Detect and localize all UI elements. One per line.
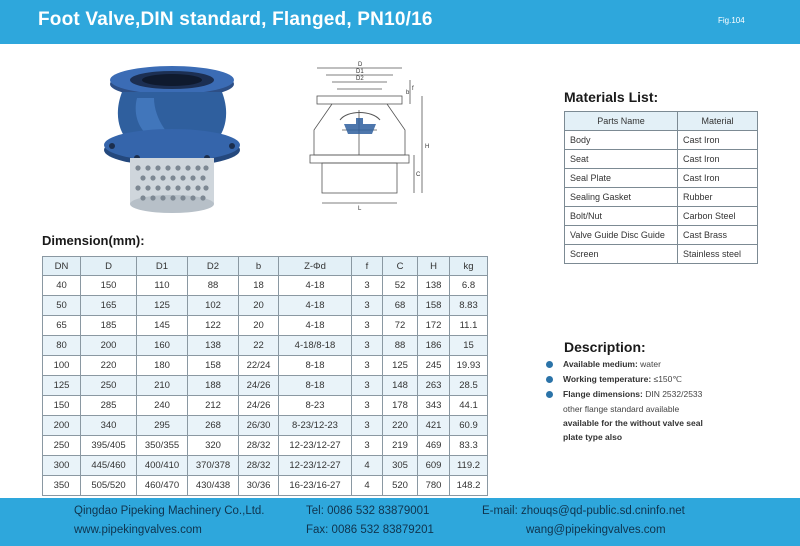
part-material: Cast Iron <box>678 131 758 150</box>
table-cell: 88 <box>383 336 418 356</box>
table-cell: 145 <box>137 316 188 336</box>
table-header-row <box>43 257 488 276</box>
table-cell: 780 <box>418 476 450 496</box>
table-cell: 421 <box>418 416 450 436</box>
table-row <box>565 245 758 264</box>
table-cell: 3 <box>352 416 383 436</box>
table-cell: 245 <box>418 356 450 376</box>
table-row <box>43 276 488 296</box>
column-header: D2 <box>188 257 239 276</box>
table-cell: 150 <box>81 276 137 296</box>
table-cell: 18 <box>239 276 279 296</box>
description-item <box>546 374 682 385</box>
column-header: H <box>418 257 450 276</box>
materials-title: Materials List: <box>564 89 659 105</box>
table-cell: 210 <box>137 376 188 396</box>
table-cell: 102 <box>188 296 239 316</box>
table-row <box>43 336 488 356</box>
table-cell: 8.83 <box>450 296 488 316</box>
table-cell: 8-23/12-23 <box>279 416 352 436</box>
table-cell: 400/410 <box>137 456 188 476</box>
table-cell: 8-18 <box>279 376 352 396</box>
table-cell: 4 <box>352 456 383 476</box>
table-cell: 350/355 <box>137 436 188 456</box>
part-name: Seat <box>565 150 678 169</box>
table-cell: 15 <box>450 336 488 356</box>
column-header: kg <box>450 257 488 276</box>
table-cell: 30/36 <box>239 476 279 496</box>
table-cell: 263 <box>418 376 450 396</box>
column-header: D <box>81 257 137 276</box>
table-cell: 22/24 <box>239 356 279 376</box>
table-cell: 220 <box>383 416 418 436</box>
column-header: Z-Φd <box>279 257 352 276</box>
dimension-title: Dimension(mm): <box>42 233 145 248</box>
table-cell: 320 <box>188 436 239 456</box>
table-cell: 268 <box>188 416 239 436</box>
label-d2: D2 <box>356 76 364 82</box>
table-cell: 300 <box>43 456 81 476</box>
table-row <box>43 296 488 316</box>
column-header: DN <box>43 257 81 276</box>
table-row <box>43 376 488 396</box>
table-cell: 240 <box>137 396 188 416</box>
table-cell: 24/26 <box>239 396 279 416</box>
label-l: L <box>358 206 362 212</box>
table-cell: 20 <box>239 296 279 316</box>
table-cell: 150 <box>43 396 81 416</box>
table-cell: 395/405 <box>81 436 137 456</box>
table-cell: 460/470 <box>137 476 188 496</box>
table-row <box>43 436 488 456</box>
materials-table <box>564 111 758 264</box>
table-cell: 3 <box>352 396 383 416</box>
table-cell: 430/438 <box>188 476 239 496</box>
table-row <box>565 188 758 207</box>
table-cell: 125 <box>137 296 188 316</box>
table-cell: 88 <box>188 276 239 296</box>
column-header: b <box>239 257 279 276</box>
table-cell: 305 <box>383 456 418 476</box>
table-cell: 100 <box>43 356 81 376</box>
table-cell: 340 <box>81 416 137 436</box>
materials-header-part: Parts Name <box>565 112 678 131</box>
table-cell: 295 <box>137 416 188 436</box>
email-link[interactable]: E-mail: zhouqs@qd-public.sd.cninfo.net <box>482 505 685 517</box>
part-material: Cast Iron <box>678 169 758 188</box>
table-cell: 80 <box>43 336 81 356</box>
table-row <box>565 226 758 245</box>
table-cell: 11.1 <box>450 316 488 336</box>
label-d1: D1 <box>356 69 364 75</box>
phone: Tel: 0086 532 83879001 <box>306 505 430 517</box>
email-link[interactable]: wang@pipekingvalves.com <box>526 524 666 536</box>
table-cell: 212 <box>188 396 239 416</box>
table-cell: 28.5 <box>450 376 488 396</box>
table-cell: 65 <box>43 316 81 336</box>
technical-drawing <box>292 60 452 212</box>
table-cell: 138 <box>188 336 239 356</box>
table-cell: 16-23/16-27 <box>279 476 352 496</box>
table-cell: 285 <box>81 396 137 416</box>
description-title: Description: <box>564 339 646 355</box>
table-cell: 19.93 <box>450 356 488 376</box>
label-c: C <box>416 172 421 178</box>
table-cell: 60.9 <box>450 416 488 436</box>
table-cell: 370/378 <box>188 456 239 476</box>
table-cell: 178 <box>383 396 418 416</box>
part-material: Stainless steel <box>678 245 758 264</box>
bullet-icon <box>546 361 553 368</box>
table-row <box>43 416 488 436</box>
table-row <box>43 396 488 416</box>
part-name: Valve Guide Disc Guide <box>565 226 678 245</box>
bullet-icon <box>546 376 553 383</box>
label-d: D <box>358 62 363 68</box>
fax: Fax: 0086 532 83879201 <box>306 524 434 536</box>
materials-header-material: Material <box>678 112 758 131</box>
table-cell: 52 <box>383 276 418 296</box>
table-cell: 186 <box>418 336 450 356</box>
table-cell: 20 <box>239 316 279 336</box>
description-label: Available medium: <box>563 359 638 369</box>
table-cell: 122 <box>188 316 239 336</box>
table-cell: 250 <box>43 436 81 456</box>
table-cell: 3 <box>352 436 383 456</box>
figure-number: Fig.104 <box>718 16 745 25</box>
table-cell: 505/520 <box>81 476 137 496</box>
column-header: D1 <box>137 257 188 276</box>
table-cell: 119.2 <box>450 456 488 476</box>
table-cell: 3 <box>352 276 383 296</box>
label-f: f <box>412 86 414 92</box>
table-cell: 12-23/12-27 <box>279 456 352 476</box>
table-cell: 3 <box>352 296 383 316</box>
table-cell: 125 <box>383 356 418 376</box>
table-cell: 4-18 <box>279 316 352 336</box>
header-bar <box>0 0 800 44</box>
table-cell: 250 <box>81 376 137 396</box>
part-material: Rubber <box>678 188 758 207</box>
table-cell: 110 <box>137 276 188 296</box>
part-material: Cast Brass <box>678 226 758 245</box>
product-photo <box>92 58 252 228</box>
table-cell: 3 <box>352 376 383 396</box>
description-value: DIN 2532/2533 <box>642 389 703 399</box>
table-row <box>565 169 758 188</box>
table-cell: 83.3 <box>450 436 488 456</box>
table-cell: 343 <box>418 396 450 416</box>
dimension-table <box>42 256 488 496</box>
table-cell: 4 <box>352 476 383 496</box>
table-cell: 148.2 <box>450 476 488 496</box>
part-name: Seal Plate <box>565 169 678 188</box>
table-cell: 469 <box>418 436 450 456</box>
table-cell: 158 <box>188 356 239 376</box>
table-cell: 3 <box>352 356 383 376</box>
column-header: C <box>383 257 418 276</box>
table-cell: 609 <box>418 456 450 476</box>
table-cell: 26/30 <box>239 416 279 436</box>
column-header: f <box>352 257 383 276</box>
description-note: plate type also <box>563 432 623 442</box>
table-cell: 72 <box>383 316 418 336</box>
description-label: Flange dimensions: <box>563 389 643 399</box>
table-cell: 188 <box>188 376 239 396</box>
label-h: H <box>425 144 430 150</box>
table-cell: 68 <box>383 296 418 316</box>
table-cell: 180 <box>137 356 188 376</box>
table-cell: 22 <box>239 336 279 356</box>
page-title: Foot Valve,DIN standard, Flanged, PN10/16 <box>38 9 433 30</box>
table-row <box>43 476 488 496</box>
table-cell: 4-18 <box>279 276 352 296</box>
table-cell: 520 <box>383 476 418 496</box>
company-name: Qingdao Pipeking Machinery Co.,Ltd. <box>74 505 265 517</box>
table-row <box>565 131 758 150</box>
table-cell: 3 <box>352 336 383 356</box>
table-cell: 138 <box>418 276 450 296</box>
description-value: water <box>637 359 661 369</box>
label-b: b <box>406 90 410 96</box>
table-row <box>565 207 758 226</box>
part-material: Cast Iron <box>678 150 758 169</box>
part-name: Sealing Gasket <box>565 188 678 207</box>
part-material: Carbon Steel <box>678 207 758 226</box>
part-name: Bolt/Nut <box>565 207 678 226</box>
table-cell: 445/460 <box>81 456 137 476</box>
table-cell: 50 <box>43 296 81 316</box>
table-cell: 3 <box>352 316 383 336</box>
table-cell: 220 <box>81 356 137 376</box>
bullet-icon <box>546 391 553 398</box>
table-cell: 185 <box>81 316 137 336</box>
table-cell: 28/32 <box>239 436 279 456</box>
description-label: Working temperature: <box>563 374 652 384</box>
description-note: available for the without valve seal <box>563 418 703 428</box>
part-name: Body <box>565 131 678 150</box>
table-header-row <box>565 112 758 131</box>
table-cell: 160 <box>137 336 188 356</box>
table-cell: 200 <box>81 336 137 356</box>
table-cell: 219 <box>383 436 418 456</box>
description-value: ≤150℃ <box>651 374 682 384</box>
table-row <box>43 316 488 336</box>
table-cell: 4-18/8-18 <box>279 336 352 356</box>
footer-bar <box>0 498 800 546</box>
table-cell: 172 <box>418 316 450 336</box>
part-name: Screen <box>565 245 678 264</box>
description-note: other flange standard available <box>563 404 680 414</box>
website-link[interactable]: www.pipekingvalves.com <box>74 524 202 536</box>
table-cell: 125 <box>43 376 81 396</box>
table-cell: 200 <box>43 416 81 436</box>
description-item <box>546 359 661 369</box>
table-row <box>43 456 488 476</box>
table-cell: 350 <box>43 476 81 496</box>
table-cell: 12-23/12-27 <box>279 436 352 456</box>
table-cell: 24/26 <box>239 376 279 396</box>
table-cell: 148 <box>383 376 418 396</box>
table-row <box>43 356 488 376</box>
table-cell: 158 <box>418 296 450 316</box>
table-cell: 4-18 <box>279 296 352 316</box>
table-cell: 6.8 <box>450 276 488 296</box>
table-cell: 8-23 <box>279 396 352 416</box>
description-item <box>546 389 702 399</box>
table-cell: 165 <box>81 296 137 316</box>
table-cell: 8-18 <box>279 356 352 376</box>
table-cell: 44.1 <box>450 396 488 416</box>
table-cell: 40 <box>43 276 81 296</box>
table-cell: 28/32 <box>239 456 279 476</box>
table-row <box>565 150 758 169</box>
